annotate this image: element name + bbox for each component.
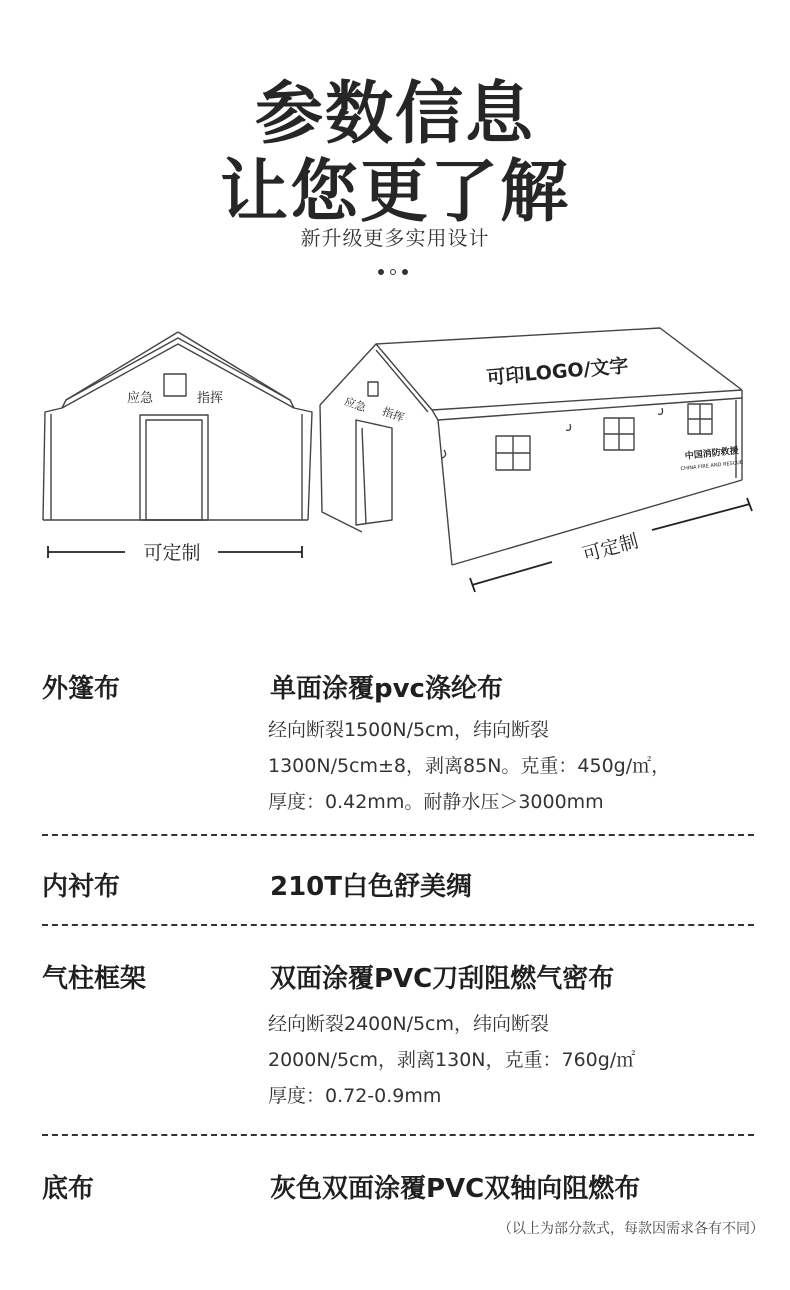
divider: [42, 1134, 754, 1136]
left-tent-dimension-label: 可定制: [143, 542, 201, 564]
right-tent-side-text-1: 中国消防救援: [684, 446, 740, 462]
left-tent-drawing: [43, 332, 312, 558]
page-subtitle: 新升级更多实用设计: [300, 226, 490, 250]
spec-title-outer-fabric: 单面涂覆pvc涤纶布: [270, 674, 503, 704]
spec-title-air-frame: 双面涂覆PVC刀刮阻燃气密布: [270, 964, 615, 994]
spec-desc-air-frame-line-3: 厚度：0.72-0.9mm: [268, 1085, 442, 1107]
right-tent-side-text-2: CHINA FIRE AND RESCUE: [680, 459, 744, 473]
right-tent-dimension-label: 可定制: [580, 530, 641, 567]
spec-label-air-frame: 气柱框架: [42, 964, 147, 994]
right-tent-label-left: 应急: [342, 394, 368, 415]
dots-indicator: [376, 268, 416, 278]
divider: [42, 924, 754, 926]
left-tent-label-right: 指挥: [196, 391, 224, 406]
spec-label-floor: 底布: [42, 1174, 95, 1204]
tent-illustration: [0, 320, 790, 610]
dot-icon: [390, 269, 396, 275]
footnote: （以上为部分款式，每款因需求各有不同）: [498, 1221, 764, 1237]
right-tent-roof-text: 可印LOGO/文字: [485, 354, 630, 390]
dot-icon: [378, 269, 384, 275]
spec-desc-outer-fabric-line-2: 1300N/5cm±8，剥离85N。克重：450g/㎡，: [268, 755, 671, 777]
spec-label-outer-fabric: 外篷布: [42, 674, 121, 704]
spec-label-lining: 内衬布: [42, 872, 121, 902]
page-title-line-2: 让您更了解: [219, 153, 570, 232]
spec-desc-air-frame-line-2: 2000N/5cm，剥离130N，克重：760g/㎡: [268, 1049, 636, 1071]
page-title-line-1: 参数信息: [254, 75, 535, 154]
divider: [42, 834, 754, 836]
spec-desc-air-frame-line-1: 经向断裂2400N/5cm，纬向断裂: [268, 1013, 550, 1035]
spec-title-lining: 210T白色舒美绸: [270, 872, 473, 902]
spec-desc-outer-fabric-line-1: 经向断裂1500N/5cm，纬向断裂: [268, 719, 550, 741]
spec-title-floor: 灰色双面涂覆PVC双轴向阻燃布: [270, 1174, 641, 1204]
dot-icon: [402, 269, 408, 275]
spec-desc-outer-fabric-line-3: 厚度：0.42mm。耐静水压＞3000mm: [268, 791, 604, 813]
left-tent-label-left: 应急: [126, 391, 154, 406]
right-tent-label-right: 指挥: [380, 404, 406, 425]
